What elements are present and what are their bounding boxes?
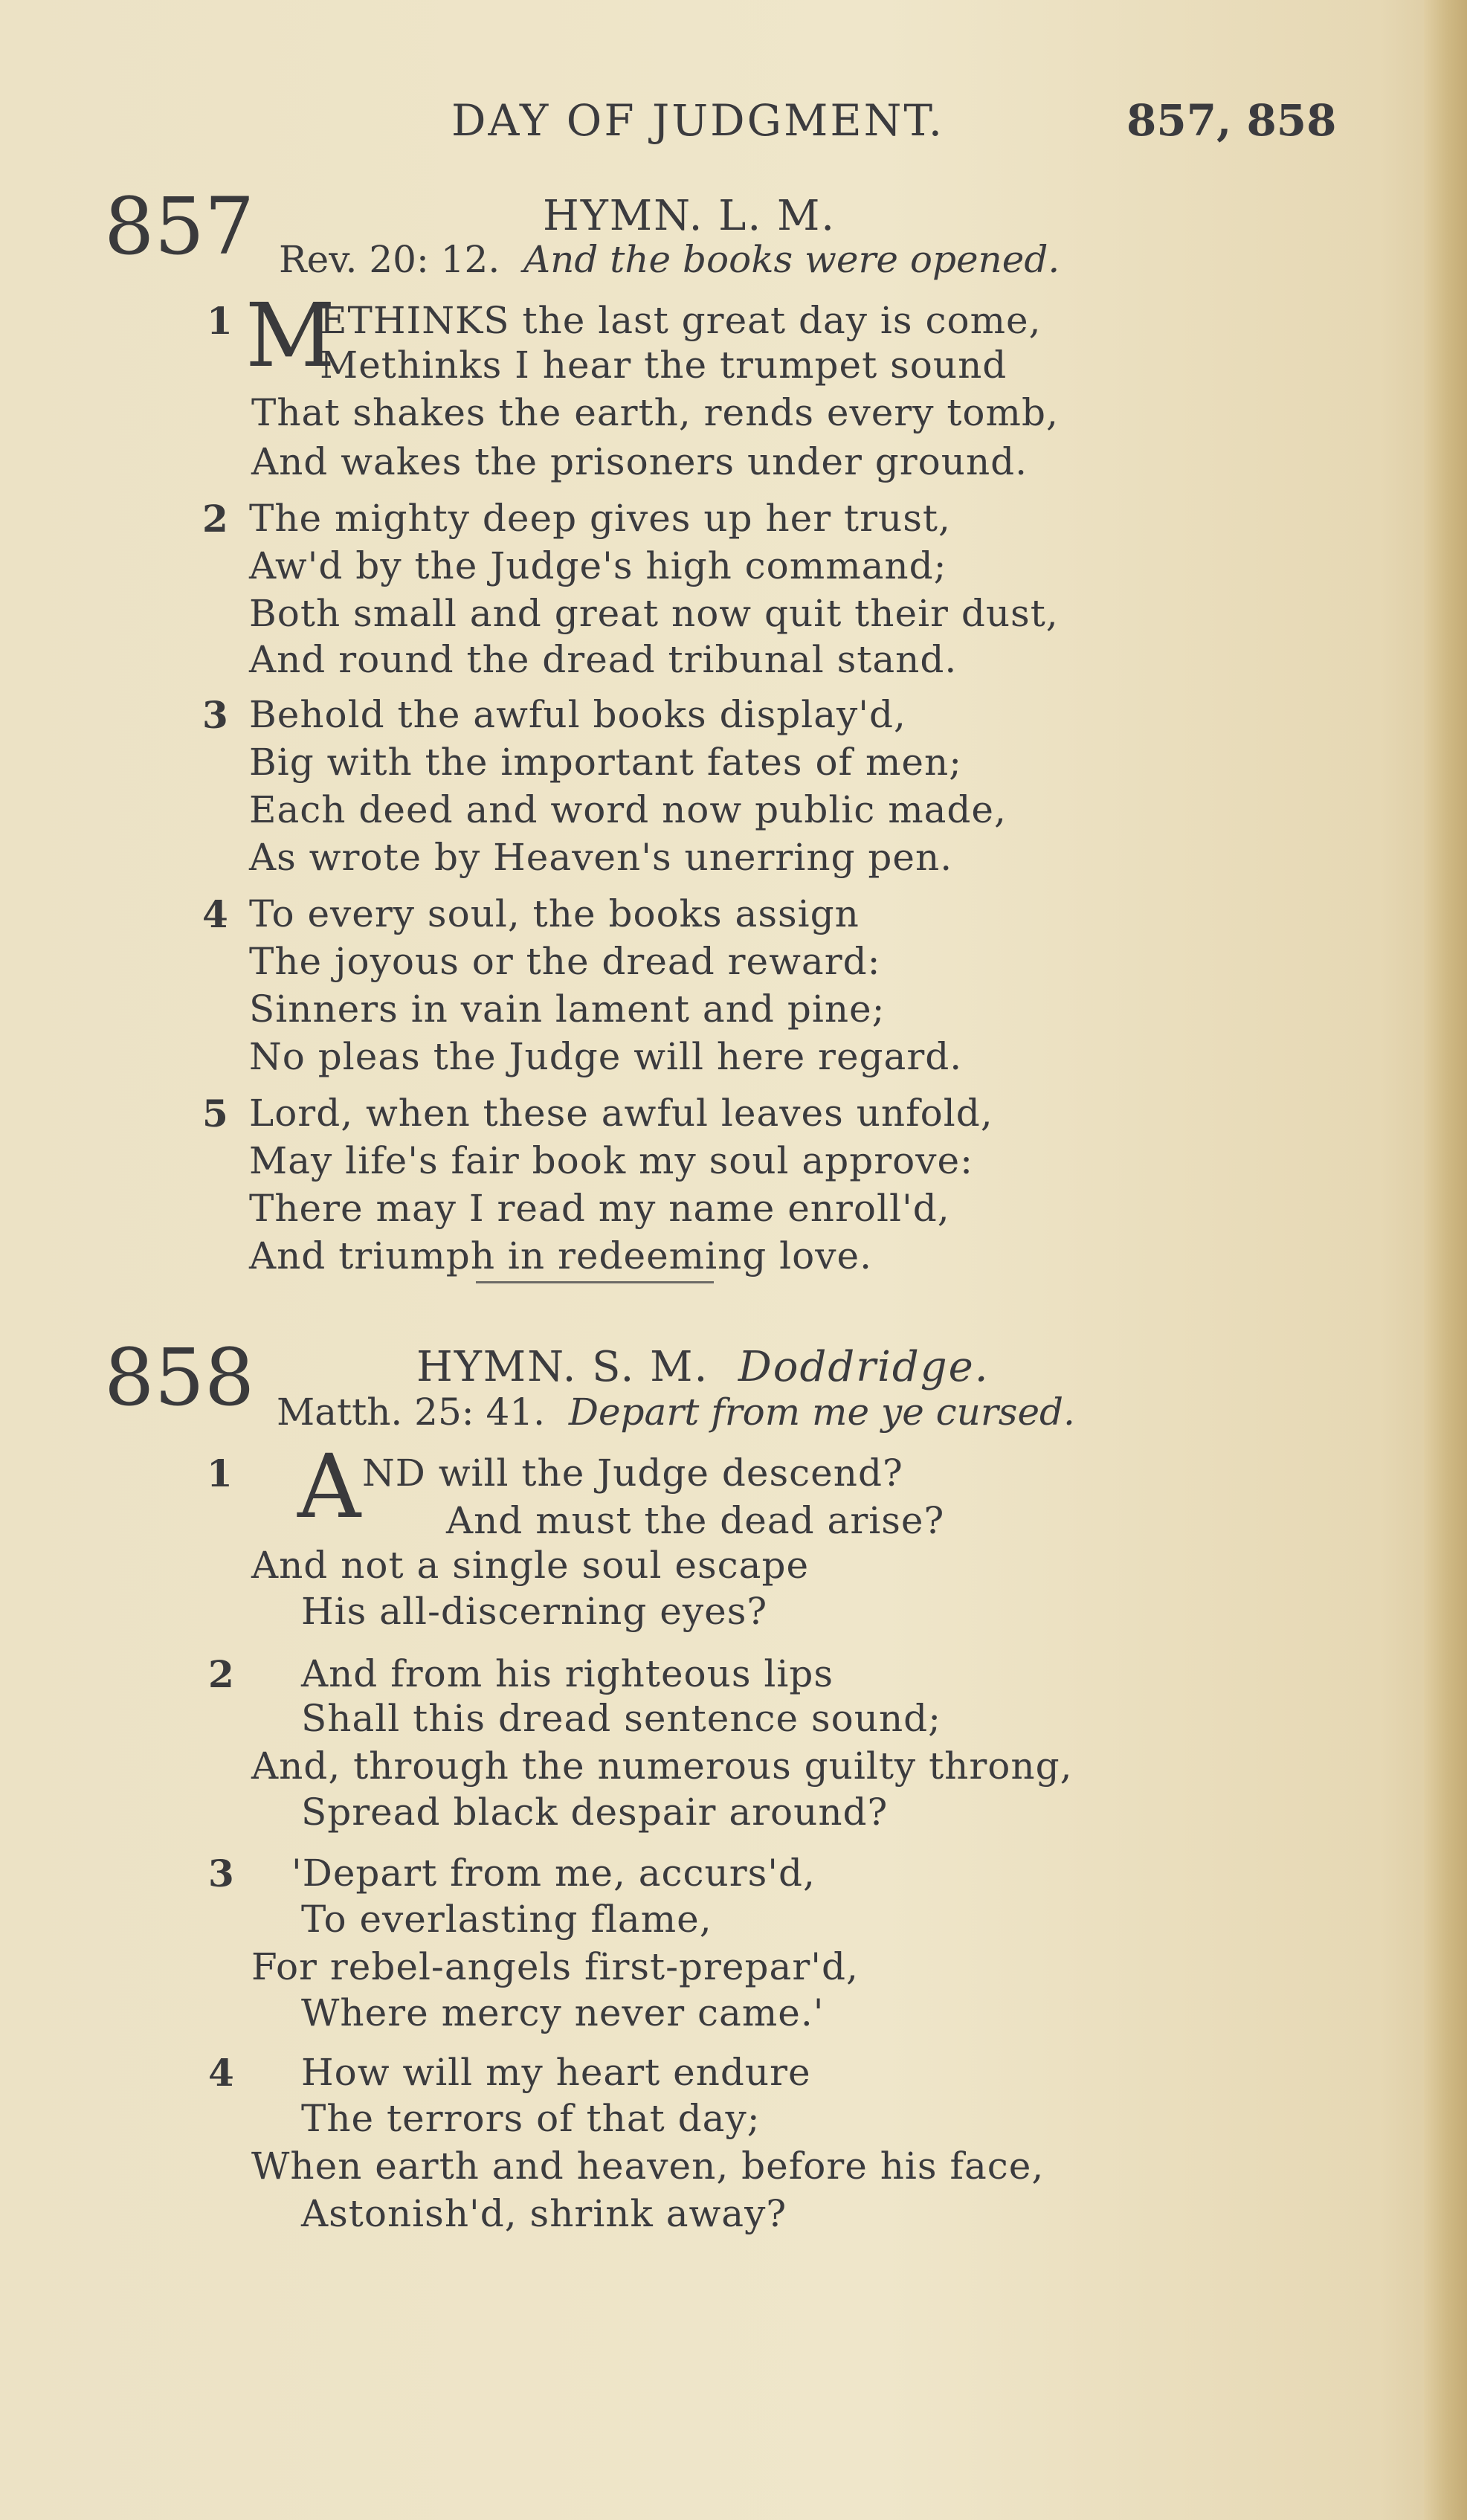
- verse-line: Each deed and word now public made,: [249, 788, 1007, 831]
- verse-line: And not a single soul escape: [251, 1544, 810, 1587]
- verse-line: Both small and great now quit their dust,: [249, 592, 1059, 635]
- verse-line: May life's fair book my soul approve:: [249, 1139, 973, 1182]
- verse-line: Where mercy never came.': [301, 1991, 825, 2034]
- verse-line: His all-discerning eyes?: [301, 1590, 768, 1633]
- verse-line: No pleas the Judge will here regard.: [249, 1035, 963, 1078]
- verse-line: How will my heart endure: [301, 2051, 811, 2094]
- verse-line: When earth and heaven, before his face,: [251, 2144, 1045, 2188]
- verse-line: Astonish'd, shrink away?: [301, 2192, 787, 2235]
- stanza-number: 3: [208, 1852, 234, 1895]
- scripture-line: [277, 1390, 1075, 1434]
- verse-line: As wrote by Heaven's unerring pen.: [249, 836, 953, 879]
- stanza-number: 2: [208, 1652, 234, 1696]
- verse-line: To every soul, the books assign: [249, 892, 860, 935]
- verse-line: ETHINKS the last great day is come,: [320, 299, 1042, 342]
- running-head-title: DAY OF JUDGMENT.: [451, 95, 945, 146]
- verse-line: Sinners in vain lament and pine;: [249, 987, 886, 1031]
- verse-line: And wakes the prisoners under ground.: [251, 440, 1028, 483]
- verse-line: For rebel-angels first-prepar'd,: [251, 1945, 859, 1988]
- hymn-author: Doddridge.: [738, 1343, 990, 1391]
- verse-line: 'Depart from me, accurs'd,: [291, 1852, 816, 1895]
- stanza-number: 2: [202, 497, 228, 541]
- verse-line: Lord, when these awful leaves unfold,: [249, 1092, 993, 1135]
- stanza-number: 3: [202, 693, 228, 737]
- verse-line: And triumph in redeeming love.: [249, 1234, 873, 1277]
- verse-line: The mighty deep gives up her trust,: [249, 497, 951, 540]
- drop-cap: M: [245, 284, 335, 387]
- section-divider: [476, 1281, 714, 1283]
- scripture-line: [279, 238, 1060, 281]
- verse-line: There may I read my name enroll'd,: [249, 1187, 950, 1230]
- verse-line: Shall this dread sentence sound;: [301, 1697, 942, 1740]
- scripture-ref: Matth. 25: 41.: [277, 1390, 546, 1434]
- page-edge: [1424, 0, 1467, 2520]
- hymn-meter: HYMN. L. M.: [543, 192, 836, 240]
- verse-line: And round the dread tribunal stand.: [249, 638, 958, 681]
- hymn-heading: [416, 1343, 990, 1391]
- stanza-number: 1: [207, 1451, 233, 1495]
- verse-line: Behold the awful books display'd,: [249, 693, 906, 736]
- verse-line: And from his righteous lips: [301, 1652, 834, 1695]
- stanza-number: 4: [208, 2051, 234, 2095]
- running-head: [0, 95, 1467, 155]
- running-head-pages: 857, 858: [1126, 95, 1337, 146]
- hymn-meter: HYMN. S. M.: [416, 1343, 709, 1391]
- verse-line: Big with the important fates of men;: [249, 741, 962, 784]
- hymn-number: 858: [104, 1332, 255, 1423]
- verse-line: That shakes the earth, rends every tomb,: [251, 391, 1059, 434]
- verse-line: To everlasting flame,: [301, 1898, 712, 1941]
- scripture-quote: And the books were opened.: [523, 238, 1060, 281]
- hymn-heading: [543, 192, 836, 240]
- verse-line: And, through the numerous guilty throng,: [251, 1744, 1073, 1788]
- stanza-number: 5: [202, 1092, 228, 1135]
- verse-line: Spread black despair around?: [301, 1791, 889, 1834]
- scripture-ref: Rev. 20: 12.: [279, 238, 500, 281]
- verse-line: ND will the Judge descend?: [362, 1451, 903, 1495]
- verse-line: And must the dead arise?: [446, 1499, 945, 1542]
- scripture-quote: Depart from me ye cursed.: [568, 1390, 1075, 1434]
- stanza-number: 4: [202, 892, 228, 936]
- drop-cap: A: [297, 1435, 361, 1538]
- verse-line: The joyous or the dread reward:: [249, 940, 881, 983]
- verse-line: The terrors of that day;: [301, 2097, 761, 2140]
- verse-line: Methinks I hear the trumpet sound: [320, 344, 1007, 387]
- stanza-number: 1: [207, 299, 233, 343]
- hymn-number: 857: [104, 181, 255, 272]
- verse-line: Aw'd by the Judge's high command;: [249, 544, 947, 587]
